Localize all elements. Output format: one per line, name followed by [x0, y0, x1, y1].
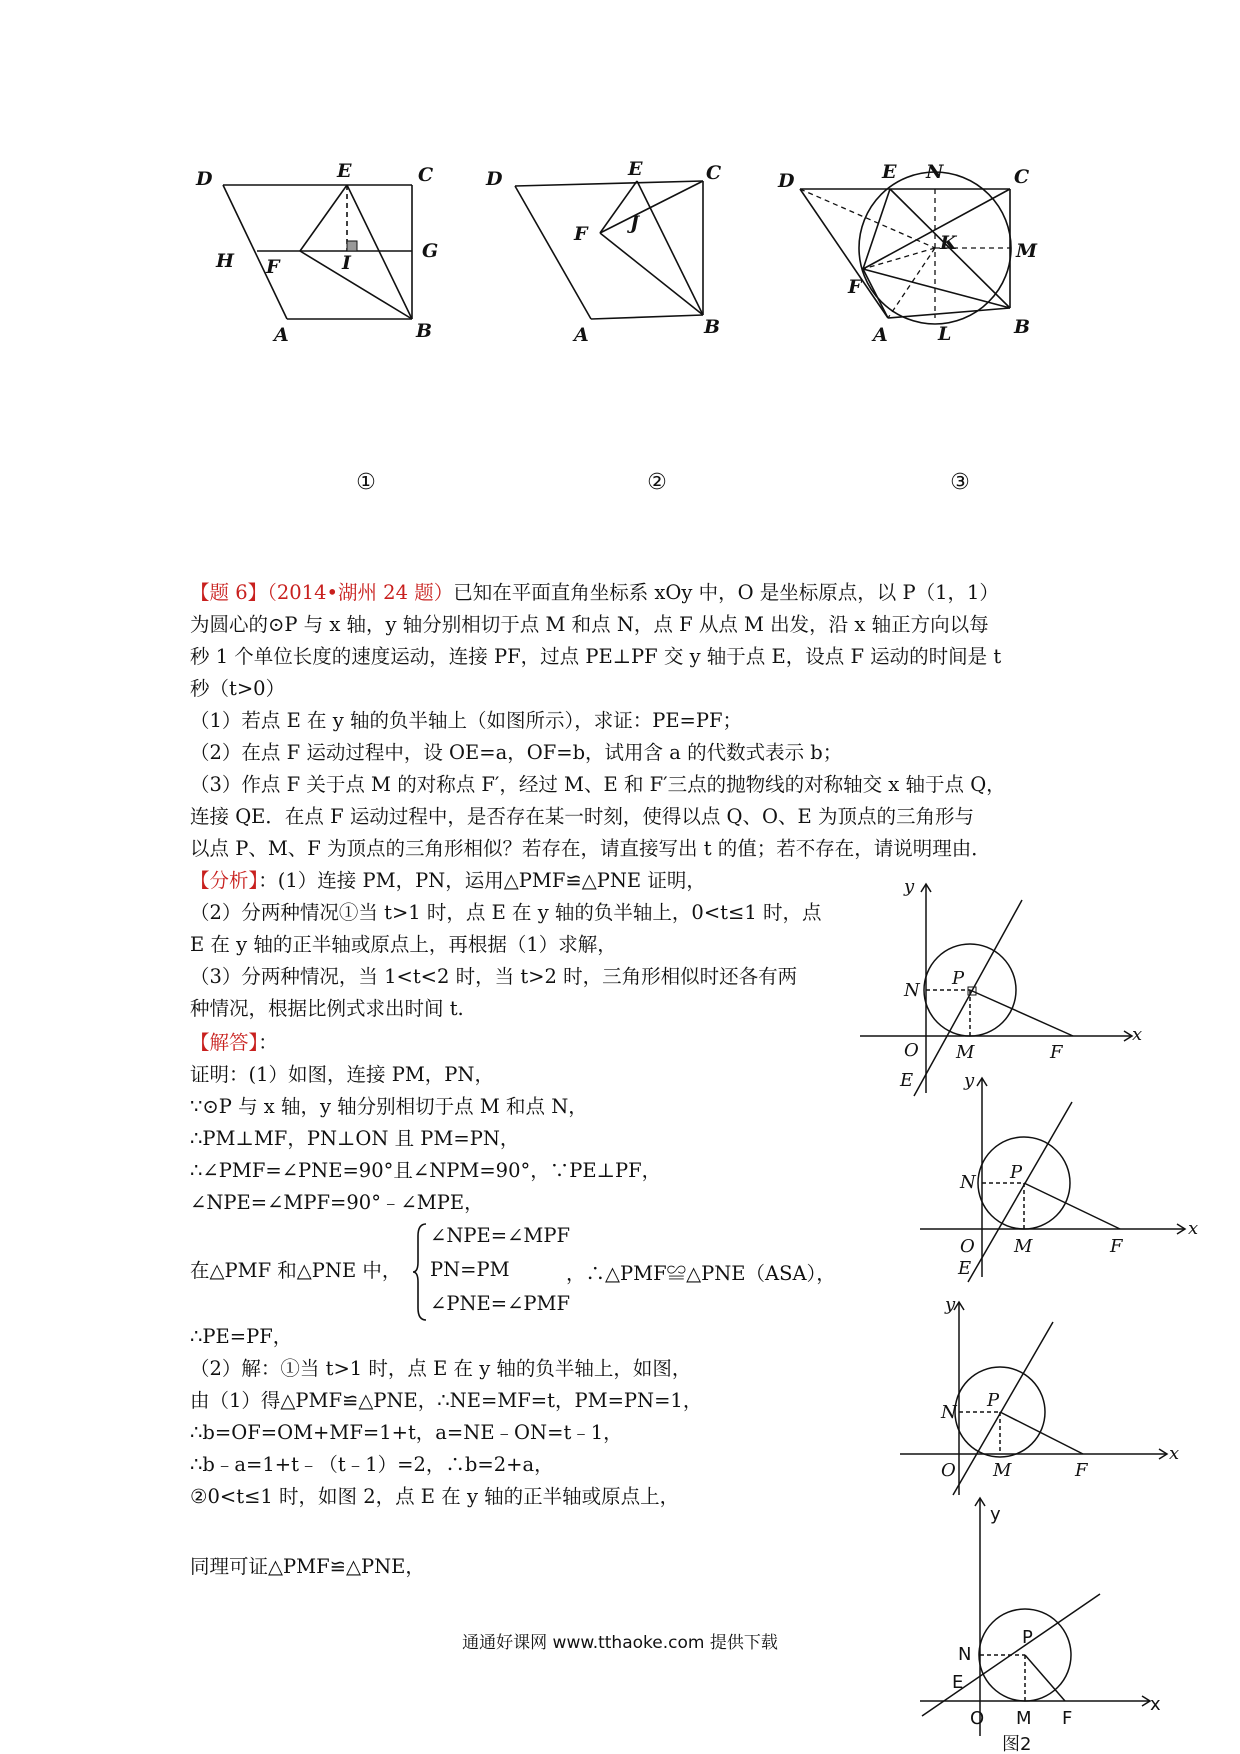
solution-line: 证明：(1）如图，连接 PM，PN，	[190, 1063, 494, 1086]
point-label: E	[337, 160, 352, 182]
point-label: A	[274, 324, 289, 346]
problem-tag: 【题 6】	[190, 581, 268, 604]
solution-line: ∴∠PMF=∠PNE=90°且∠NPM=90°，∵PE⊥PF，	[190, 1159, 662, 1182]
problem-line	[190, 578, 999, 608]
solution-line: ∠NPE=∠MPF=90°﹣∠MPE，	[190, 1191, 484, 1214]
problem-line: 秒 1 个单位长度的速度运动，连接 PF，过点 PE⊥PF 交 y 轴于点 E，设点 F 运动的时间是 t	[190, 645, 1002, 668]
point-label: D	[778, 170, 795, 192]
brace-icon	[412, 1222, 428, 1322]
system-line: ∠PNE=∠PMF	[430, 1292, 571, 1315]
solution-line: ∵⊙P 与 x 轴，y 轴分别相切于点 M 和点 N，	[190, 1095, 588, 1118]
point-label: F	[1110, 1236, 1123, 1257]
axis-y-label: y	[964, 1070, 975, 1091]
point-label: F	[1075, 1460, 1088, 1481]
axis-x-label: x	[1169, 1443, 1180, 1464]
point-label: H	[216, 250, 234, 272]
point-label: N	[960, 1172, 976, 1193]
point-label: A	[873, 324, 888, 346]
axis-y-label: y	[990, 1504, 1001, 1525]
analysis-tag: 【分析】	[190, 869, 259, 892]
point-label: E	[900, 1070, 914, 1091]
problem-line: 为圆心的⊙P 与 x 轴，y 轴分别相切于点 M 和点 N，点 F 从点 M 出发，沿 x 轴正方向以每	[190, 613, 989, 636]
problem-text: 已知在平面直角坐标系 xOy 中，O 是坐标原点，以 P（1，1）	[453, 581, 999, 604]
system-prefix: 在△PMF 和△PNE 中，	[190, 1259, 402, 1282]
coord-figure-4	[910, 1496, 1170, 1754]
point-label: E	[882, 161, 897, 183]
point-label: E	[628, 158, 643, 180]
analysis-line: E 在 y 轴的正半轴或原点上，再根据（1）求解，	[190, 933, 617, 956]
figure-2-caption: ②	[647, 470, 667, 495]
figure-3-caption: ③	[950, 470, 970, 495]
axis-y-label: y	[945, 1294, 956, 1315]
point-label: M	[956, 1042, 975, 1063]
point-label: C	[1014, 166, 1030, 188]
point-label: F	[266, 256, 280, 278]
solution-line: 同理可证△PMF≌△PNE，	[190, 1555, 425, 1578]
coord-figure-2	[910, 1072, 1210, 1282]
figure-1	[190, 160, 450, 405]
point-label: F	[1050, 1042, 1063, 1063]
point-label: J	[630, 212, 639, 234]
figure-2	[478, 158, 738, 405]
analysis-line: （3）分两种情况，当 1<t<2 时，当 t>2 时，三角形相似时还各有两	[190, 965, 798, 988]
coord-figure-3	[895, 1290, 1195, 1500]
system-suffix: ，∴△PMF≌△PNE（ASA），	[566, 1262, 836, 1285]
point-label: D	[196, 168, 213, 190]
point-label: P	[952, 968, 965, 989]
point-label: O	[904, 1040, 919, 1061]
point-label: B	[1014, 316, 1031, 338]
point-label: M	[1016, 1708, 1032, 1729]
figure-1-caption: ①	[356, 470, 376, 495]
point-label: N	[904, 980, 920, 1001]
solution-header	[190, 1028, 278, 1058]
point-label: C	[418, 164, 434, 186]
axis-x-label: x	[1150, 1694, 1161, 1715]
axis-y-label: y	[904, 876, 915, 897]
problem-line: 连接 QE．在点 F 运动过程中，是否存在某一时刻，使得以点 Q、O、E 为顶点的三角形与	[190, 805, 974, 828]
point-label: B	[704, 316, 721, 338]
point-label: O	[970, 1708, 985, 1729]
problem-line: （3）作点 F 关于点 M 的对称点 F′，经过 M、E 和 F′三点的抛物线的对称轴交 x 轴于点 Q，	[190, 773, 1006, 796]
solution-line: ∴b﹣a=1+t﹣（t﹣1）=2，∴b=2+a，	[190, 1453, 554, 1476]
point-label: C	[706, 162, 722, 184]
point-label: B	[416, 320, 433, 342]
problem-line: （1）若点 E 在 y 轴的负半轴上（如图所示），求证：PE=PF；	[190, 709, 743, 732]
solution-tag: 【解答】	[190, 1031, 259, 1054]
solution-line: ∴PM⊥MF，PN⊥ON 且 PM=PN，	[190, 1127, 520, 1150]
system-line: PN=PM	[430, 1258, 510, 1281]
analysis-line	[190, 866, 706, 896]
point-label: O	[941, 1460, 956, 1481]
point-label: P	[1022, 1627, 1033, 1648]
solution-line: ∴PE=PF，	[190, 1325, 293, 1348]
point-label: P	[1010, 1162, 1023, 1183]
axis-x-label: x	[1188, 1218, 1199, 1239]
point-label: P	[987, 1390, 1000, 1411]
solution-line: （2）解：①当 t>1 时，点 E 在 y 轴的负半轴上，如图，	[190, 1357, 692, 1380]
point-label: M	[993, 1460, 1012, 1481]
point-label: F	[1062, 1708, 1073, 1729]
problem-source: （2014•湖州 24 题）	[267, 581, 454, 604]
problem-line: 以点 P、M、F 为顶点的三角形相似？若存在，请直接写出 t 的值；若不存在，请说明理由．	[190, 837, 991, 860]
problem-line: 秒（t>0）	[190, 677, 286, 700]
point-label: E	[958, 1258, 972, 1279]
analysis-line: 种情况，根据比例式求出时间 t.	[190, 997, 464, 1020]
solution-line: ∴b=OF=OM+MF=1+t，a=NE﹣ON=t﹣1，	[190, 1421, 623, 1444]
point-label: D	[486, 168, 503, 190]
figure-3	[778, 161, 1070, 405]
point-label: G	[422, 240, 439, 262]
analysis-line: （2）分两种情况①当 t>1 时，点 E 在 y 轴的负半轴上，0<t≤1 时，点	[190, 901, 822, 924]
system-line: ∠NPE=∠MPF	[430, 1224, 571, 1247]
point-label: A	[574, 324, 589, 346]
point-label: N	[926, 161, 944, 183]
point-label: I	[342, 252, 351, 274]
point-label: L	[938, 323, 952, 345]
point-label: F	[848, 276, 862, 298]
point-label: M	[1014, 1236, 1033, 1257]
solution-colon: ：	[258, 1031, 278, 1054]
analysis-text: ：(1）连接 PM，PN，运用△PMF≌△PNE 证明，	[258, 869, 706, 892]
point-label: F	[574, 223, 588, 245]
point-label: K	[940, 232, 957, 254]
axis-x-label: x	[1132, 1024, 1143, 1045]
point-label: E	[952, 1672, 964, 1693]
solution-line: 由（1）得△PMF≌△PNE，∴NE=MF=t，PM=PN=1，	[190, 1389, 703, 1412]
coord-figure-1	[860, 878, 1150, 1098]
solution-line: ②0<t≤1 时，如图 2，点 E 在 y 轴的正半轴或原点上，	[190, 1485, 680, 1508]
problem-line: （2）在点 F 运动过程中，设 OE=a，OF=b，试用含 a 的代数式表示 b；	[190, 741, 843, 764]
point-label: N	[958, 1644, 972, 1665]
footer-credit: 通通好课网 www.tthaoke.com 提供下载	[462, 1633, 778, 1653]
point-label: O	[960, 1236, 975, 1257]
point-label: M	[1016, 240, 1038, 262]
figure-caption: 图2	[1002, 1734, 1032, 1754]
point-label: N	[941, 1402, 957, 1423]
